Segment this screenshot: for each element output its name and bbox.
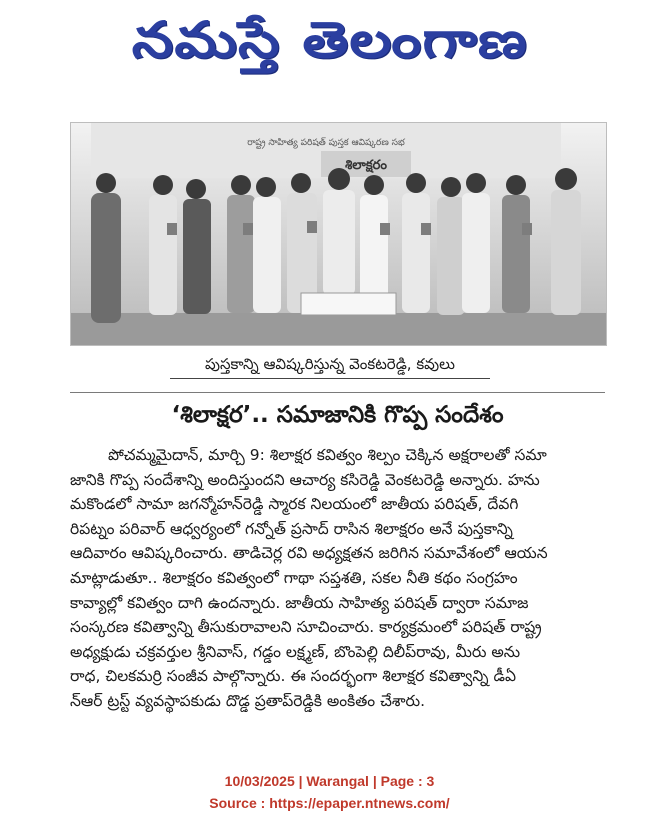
banner-text: రాష్ట్ర సాహిత్య పరిషత్ పుస్తక ఆవిష్కరణ సభ <box>247 138 405 148</box>
article-line: కావ్యాల్లో కవిత్వం దాగి ఉందన్నారు. జాతీయ సాహిత్య పరిషత్ ద్వారా సమాజ <box>70 593 529 612</box>
event-photo <box>70 122 607 346</box>
photo-caption: పుస్తకాన్ని ఆవిష్కరిస్తున్న వెంకటరెడ్డి, కవులు <box>170 352 490 379</box>
article-line: న్ఆర్ ట్రస్ట్ వ్యవస్థాపకుడు దొడ్డ ప్రతాప్‌రెడ్డికి అంకితం చేశారు. <box>70 691 426 710</box>
source-link[interactable]: Source : https://epaper.ntnews.com/ <box>209 795 450 811</box>
edition-info: 10/03/2025 | Warangal | Page : 3 <box>224 773 435 789</box>
article-body <box>70 443 605 714</box>
article-line: మకొండలో సామా జగన్మోహన్‌రెడ్డి స్మారక నిలయంలో జాతీయ పరిషత్, దేవగి <box>70 495 519 514</box>
article-line: జానికి గొప్ప సందేశాన్ని అందిస్తుందని ఆచార్య కసిరెడ్డి వెంకటరెడ్డి అన్నారు. హను <box>70 470 540 489</box>
banner-book-title: శిలాక్షరం <box>345 158 387 173</box>
event-photo-illustration <box>71 123 606 345</box>
footer <box>0 770 659 814</box>
article-line: రిపట్నం పరివార్ ఆధ్వర్యంలో గన్నోత్ ప్రసాద్ రాసిన శిలాక్షరం అనే పుస్తకాన్ని <box>70 519 513 538</box>
article-line: పోచమ్మమైదాన్, మార్చి 9: శిలాక్షర కవిత్వం శిల్పం చెక్కిన అక్షరాలతో సమా <box>108 446 547 464</box>
article-headline: ‘శిలాక్షర’.. సమాజానికి గొప్ప సందేశం <box>171 402 504 428</box>
article-line: రాధ, చిలకమర్రి సంజీవ పాల్గొన్నారు. ఈ సందర్భంగా శిలాక్షర కవిత్వాన్ని డీఏ <box>70 667 516 686</box>
stage-table <box>301 293 396 315</box>
article-line: సంస్కరణ కవిత్వాన్ని తీసుకురావాలని సూచించారు. కార్యక్రమంలో పరిషత్ రాష్ట్ర <box>70 618 542 637</box>
article-line: ఆదివారం ఆవిష్కరించారు. తాడిచెర్ల రవి అధ్యక్షతన జరిగిన సమావేశంలో ఆయన <box>70 544 548 563</box>
masthead <box>0 6 659 76</box>
article-line: మాట్లాడుతూ.. శిలాక్షరం కవిత్వంలో గాథా సప్తశతి, సకల నీతి కథం సంగ్రహం <box>70 568 518 587</box>
headline-divider <box>70 392 605 393</box>
newspaper-title: నమస్తే తెలంగాణ <box>131 11 528 69</box>
article-line: అధ్యక్షుడు చక్రవర్తుల శ్రీనివాస్, గడ్డం లక్ష్మణ్, బొంపెల్లి దిలీప్‌రావు, మీరు అను <box>70 642 521 661</box>
